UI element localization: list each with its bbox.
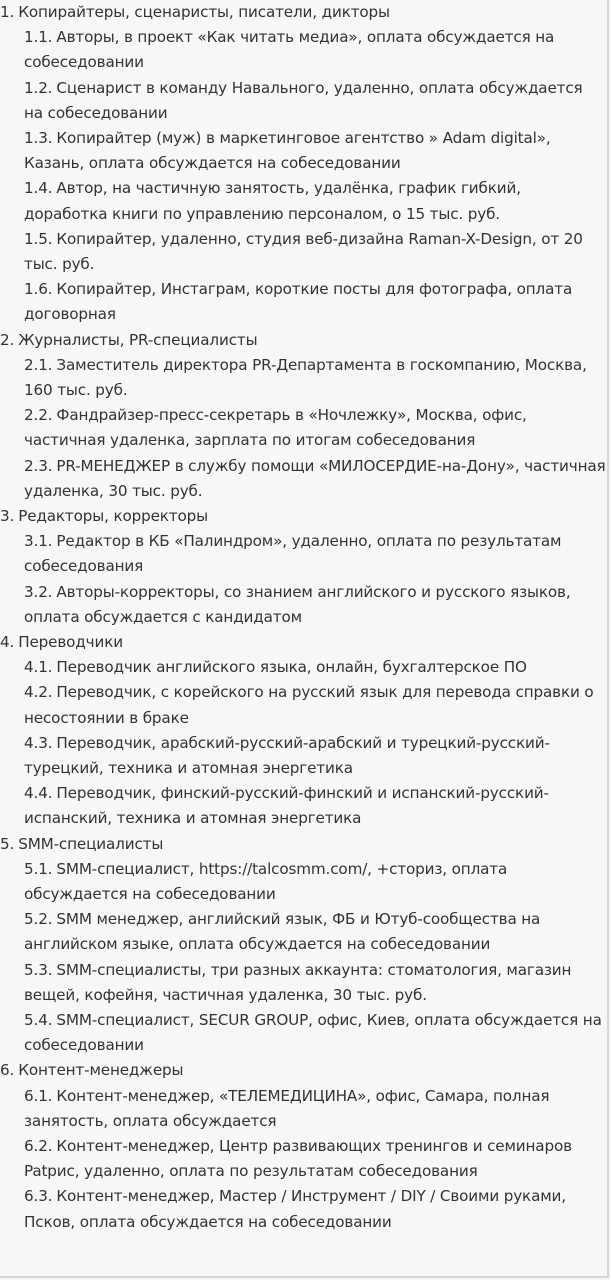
item-text: Сценарист в команду Навального, удаленно, оплата обсуждается на собеседовании	[24, 78, 583, 122]
section-item-list	[0, 1084, 606, 1235]
list-item	[24, 176, 606, 226]
item-number: 6.3.	[24, 1187, 53, 1206]
list-item	[24, 529, 606, 579]
list-item	[24, 731, 606, 781]
item-number: 4.2.	[24, 683, 53, 702]
section-item-list	[0, 529, 606, 630]
item-number: 6.1.	[24, 1086, 53, 1105]
section-heading	[0, 630, 606, 655]
item-number: 3.1.	[24, 532, 53, 551]
list-item	[24, 76, 606, 126]
item-number: 2.3.	[24, 456, 53, 475]
list-item	[24, 1184, 606, 1234]
list-item	[24, 680, 606, 730]
item-number: 2.2.	[24, 406, 53, 425]
list-item	[24, 1134, 606, 1184]
item-text: SMM-специалисты, три разных аккаунта: стоматология, магазин вещей, кофейня, частичная удаленка, 30 тыс. руб.	[24, 960, 572, 1004]
section-title: Копирайтеры, сценаристы, писатели, дикторы	[18, 3, 390, 21]
item-number: 5.2.	[24, 910, 53, 929]
item-text: Контент-менеджер, «ТЕЛЕМЕДИЦИНА», офис, Самара, полная занятость, оплата обсуждается	[24, 1086, 550, 1130]
item-number: 3.2.	[24, 582, 53, 601]
item-number: 1.2.	[24, 78, 53, 97]
list-item	[24, 277, 606, 327]
list-item	[24, 1008, 606, 1058]
list-item	[24, 25, 606, 75]
item-text: Редактор в КБ «Палиндром», удаленно, оплата по результатам собеседования	[24, 532, 562, 576]
section-title: Журналисты, PR-специалисты	[18, 330, 258, 349]
item-text: Фандрайзер-пресс-секретарь в «Ночлежку», Москва, офис, частичная удаленка, зарплата по итогам собеседования	[24, 406, 527, 450]
item-number: 5.1.	[24, 859, 53, 878]
section-number: 2.	[0, 330, 15, 349]
item-number: 5.3.	[24, 960, 53, 979]
item-text: Копирайтер, Инстаграм, короткие посты для фотографа, оплата договорная	[24, 280, 573, 324]
section-title: Переводчики	[18, 633, 123, 652]
item-number: 4.4.	[24, 784, 53, 803]
list-item	[24, 580, 606, 630]
item-text: Переводчик, арабский-русский-арабский и турецкий-русский-турецкий, техника и атомная энергетика	[24, 733, 550, 778]
list-item	[24, 958, 606, 1008]
item-text: PR-МЕНЕДЖЕР в службу помощи «МИЛОСЕРДИЕ-на-Дону», частичная удаленка, 30 тыс. руб.	[24, 456, 606, 500]
item-number: 1.6.	[24, 280, 53, 299]
list-item	[24, 655, 606, 680]
item-number: 4.1.	[24, 658, 53, 677]
section-title: Контент-менеджеры	[18, 1061, 184, 1080]
list-item	[24, 403, 606, 453]
list-item	[24, 227, 606, 277]
item-number: 2.1.	[24, 355, 53, 374]
item-text: Переводчик, с корейского на русский язык для перевода справки о несостоянии в браке	[24, 683, 594, 727]
section-number: 3.	[0, 507, 15, 526]
section-title: SMM-специалисты	[18, 834, 164, 853]
section-heading	[0, 504, 606, 529]
item-text: SMM-специалист, https://talcosmm.com/, +сториз, оплата обсуждается на собеседовании	[24, 859, 508, 904]
list-item	[24, 1084, 606, 1134]
item-number: 1.4.	[24, 179, 53, 198]
section-heading	[0, 1058, 606, 1083]
list-item	[24, 907, 606, 957]
item-text: Копирайтер, удаленно, студия веб-дизайна Raman-X-Design, от 20 тыс. руб.	[24, 229, 583, 274]
list-item	[24, 857, 606, 907]
item-text: Авторы, в проект «Как читать медиа», оплата обсуждается на собеседовании	[24, 28, 555, 72]
item-number: 4.3.	[24, 733, 53, 752]
item-number: 6.2.	[24, 1137, 53, 1156]
item-text: Копирайтер (муж) в маркетинговое агентство » Adam digital», Казань, оплата обсуждается на собеседовании	[24, 129, 551, 173]
item-number: 1.1.	[24, 28, 53, 47]
section-item-list	[0, 655, 606, 831]
item-number: 1.3.	[24, 129, 53, 147]
section-heading	[0, 0, 606, 25]
section-item-list	[0, 857, 606, 1059]
item-text: Переводчик, финский-русский-финский и испанский-русский-испанский, техника и атомная энергетика	[24, 784, 549, 828]
list-item	[24, 126, 606, 176]
item-text: Контент-менеджер, Мастер / Инструмент / DIY / Своими руками, Псков, оплата обсуждается на собеседовании	[24, 1187, 566, 1231]
list-item	[24, 781, 606, 831]
item-text: Автор, на частичную занятость, удалёнка, график гибкий, доработка книги по управлению персоналом, о 15 тыс. руб.	[24, 179, 521, 223]
section-title: Редакторы, корректоры	[18, 507, 208, 526]
item-number: 5.4.	[24, 1011, 53, 1030]
section-number: 6.	[0, 1061, 15, 1080]
section-number: 4.	[0, 633, 15, 652]
item-text: Заместитель директора PR-Департамента в госкомпанию, Москва, 160 тыс. руб.	[24, 355, 587, 400]
list-item	[24, 353, 606, 403]
section-number: 1.	[0, 3, 15, 21]
list-item	[24, 454, 606, 504]
section-item-list	[0, 25, 606, 327]
section-heading	[0, 328, 606, 353]
item-text: Переводчик английского языка, онлайн, бухгалтерское ПО	[56, 658, 527, 677]
section-heading	[0, 832, 606, 857]
section-number: 5.	[0, 834, 15, 853]
item-text: SMM менеджер, английский язык, ФБ и Ютуб-сообщества на английском языке, оплата обсуждается на собеседовании	[24, 910, 541, 954]
section-item-list	[0, 353, 606, 504]
item-text: Контент-менеджер, Центр развивающих тренингов и семинаров Patрис, удаленно, оплата по результатам собеседования	[24, 1137, 572, 1181]
item-number: 1.5.	[24, 229, 53, 248]
item-text: SMM-специалист, SECUR GROUP, офис, Киев, оплата обсуждается на собеседовании	[24, 1011, 602, 1055]
item-text: Авторы-корректоры, со знанием английского и русского языков, оплата обсуждается с кандидатом	[24, 582, 571, 626]
